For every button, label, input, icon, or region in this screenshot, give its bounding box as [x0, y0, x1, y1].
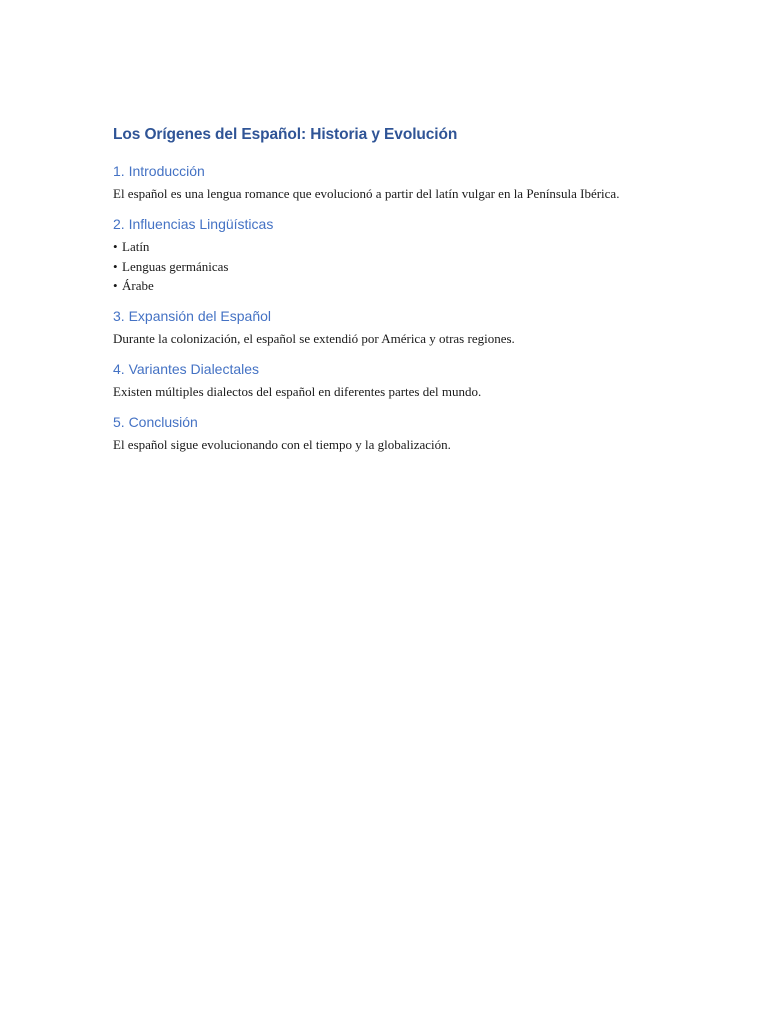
- list-item-label: Árabe: [122, 278, 154, 293]
- section-introduccion: [113, 162, 658, 204]
- bullet-icon: •: [113, 239, 118, 254]
- bullet-icon: •: [113, 278, 118, 293]
- section-heading: 2. Influencias Lingüísticas: [113, 216, 274, 232]
- document-content: [113, 124, 658, 466]
- bullet-list: [113, 237, 658, 296]
- list-item-label: Latín: [122, 239, 150, 254]
- section-expansion: [113, 307, 658, 349]
- list-item: [113, 276, 658, 296]
- list-item-label: Lenguas germánicas: [122, 258, 229, 274]
- section-heading: 3. Expansión del Español: [113, 307, 271, 324]
- bullet-icon: •: [113, 258, 118, 274]
- section-influencias: [113, 215, 658, 296]
- section-heading: 1. Introducción: [113, 163, 205, 179]
- document-title: Los Orígenes del Español: Historia y Evolución: [113, 126, 458, 143]
- section-variantes: [113, 360, 658, 402]
- section-conclusion: [113, 413, 658, 455]
- section-heading: 4. Variantes Dialectales: [113, 360, 260, 377]
- section-paragraph: Existen múltiples dialectos del español en diferentes partes del mundo.: [113, 383, 482, 399]
- list-item: [113, 237, 658, 257]
- section-paragraph: El español sigue evolucionando con el tiempo y la globalización.: [113, 436, 451, 452]
- section-heading: 5. Conclusión: [113, 413, 198, 430]
- section-paragraph: Durante la colonización, el español se extendió por América y otras regiones.: [113, 330, 515, 346]
- list-item: [113, 257, 658, 277]
- section-paragraph: El español es una lengua romance que evolucionó a partir del latín vulgar en la Península Ibérica.: [113, 186, 620, 201]
